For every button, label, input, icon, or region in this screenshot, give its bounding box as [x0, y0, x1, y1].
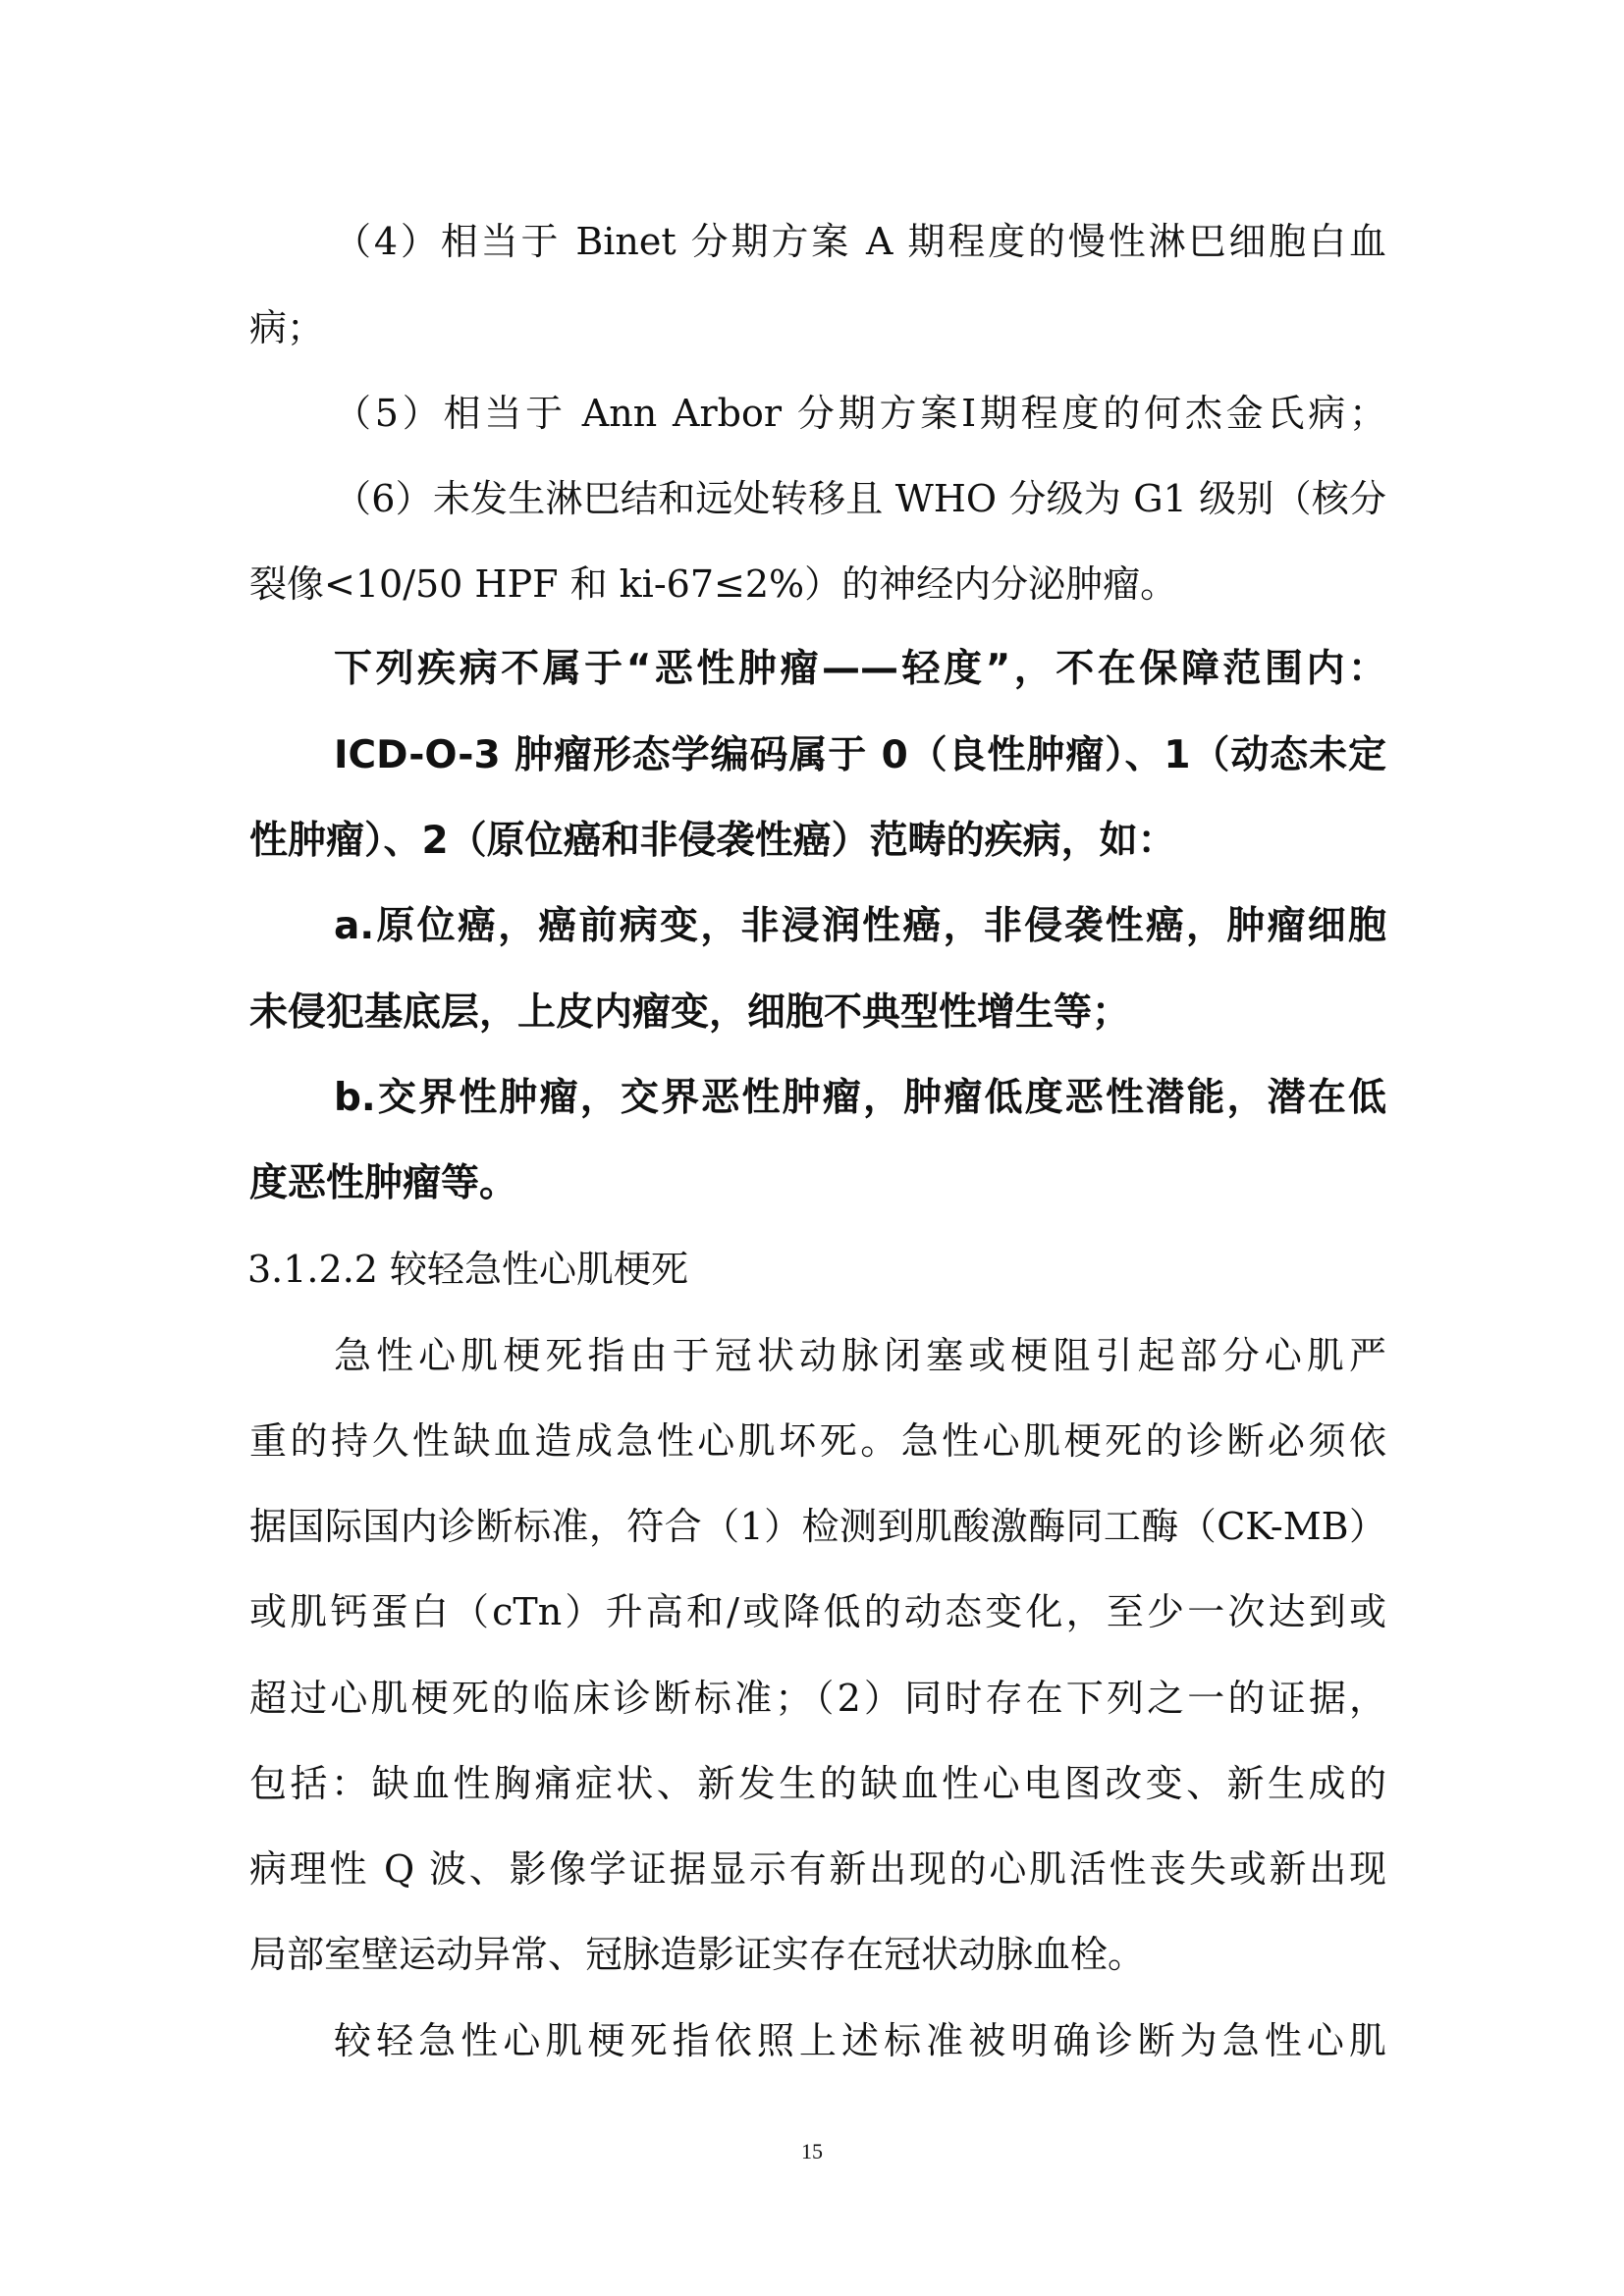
text-line: 超过心肌梗死的临床诊断标准；（2）同时存在下列之一的证据， — [249, 1677, 1386, 1720]
bold-text-line: 性肿瘤）、2（原位癌和非侵袭性癌）范畴的疾病，如： — [249, 819, 1176, 863]
text-line: 病理性 Q 波、影像学证据显示有新出现的心肌活性丧失或新出现 — [249, 1847, 1386, 1891]
page-number: 15 — [801, 2139, 823, 2163]
text-line: 局部室壁运动异常、冠脉造影证实存在冠状动脉血栓。 — [249, 1933, 1146, 1976]
bold-text-line: 下列疾病不属于“恶性肿瘤——轻度”，不在保障范围内： — [334, 647, 1386, 691]
bold-text-line: a.原位癌，癌前病变，非浸润性癌，非侵袭性癌，肿瘤细胞 — [334, 904, 1386, 948]
text-line: 据国际国内诊断标准，符合（1）检测到肌酸激酶同工酶（CK-MB） — [249, 1505, 1386, 1548]
text-line: 急性心肌梗死指由于冠状动脉闭塞或梗阻引起部分心肌严 — [334, 1334, 1386, 1377]
text-line: （6）未发生淋巴结和远处转移且 WHO 分级为 G1 级别（核分 — [334, 477, 1386, 520]
bold-text-line: 度恶性肿瘤等。 — [249, 1161, 518, 1205]
text-line: 或肌钙蛋白（cTn）升高和/或降低的动态变化，至少一次达到或 — [249, 1590, 1386, 1633]
bold-text-line: ICD-O-3 肿瘤形态学编码属于 0（良性肿瘤）、1（动态未定 — [334, 733, 1386, 777]
text-line: 包括：缺血性胸痛症状、新发生的缺血性心电图改变、新生成的 — [249, 1762, 1386, 1805]
text-line: 裂像<10/50 HPF 和 ki-67≤2%）的神经内分泌肿瘤。 — [249, 562, 1178, 606]
text-line: （5）相当于 Ann Arbor 分期方案Ⅰ期程度的何杰金氏病； — [334, 392, 1386, 435]
text-line: 病； — [249, 306, 325, 349]
text-line: （4）相当于 Binet 分期方案 A 期程度的慢性淋巴细胞白血 — [334, 220, 1386, 263]
text-line: 重的持久性缺血造成急性心肌坏死。急性心肌梗死的诊断必须依 — [249, 1419, 1386, 1463]
bold-text-line: 未侵犯基底层，上皮内瘤变，细胞不典型性增生等； — [249, 990, 1131, 1035]
text-line: 较轻急性心肌梗死指依照上述标准被明确诊断为急性心肌 — [334, 2019, 1386, 2062]
bold-text-line: b.交界性肿瘤，交界恶性肿瘤，肿瘤低度恶性潜能，潜在低 — [334, 1076, 1386, 1120]
section-heading: 3.1.2.2 较轻急性心肌梗死 — [247, 1248, 689, 1291]
